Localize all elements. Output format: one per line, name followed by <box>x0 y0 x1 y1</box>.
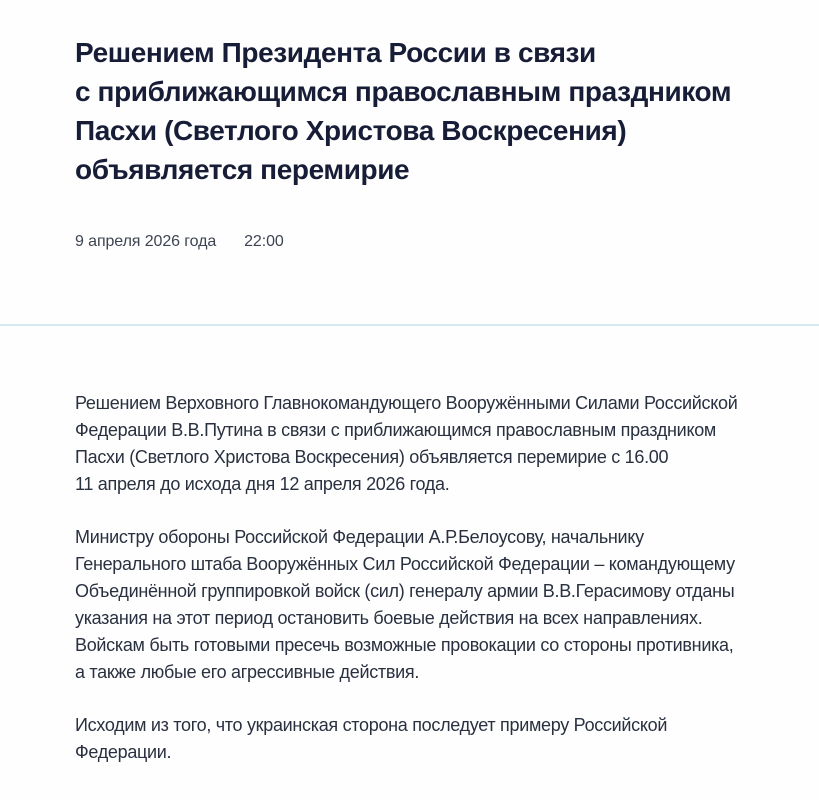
paragraph-3-line: Федерации. <box>75 742 172 762</box>
paragraph-2-line: Объединённой группировкой войск (сил) генералу армии В.В.Герасимову отданы <box>75 581 735 601</box>
page-title-line-3: Пасхи (Светлого Христова Воскресения) <box>75 115 627 146</box>
statement-content <box>0 33 819 254</box>
publish-meta <box>75 230 749 254</box>
paragraph-1-line: 11 апреля до исхода дня 12 апреля 2026 года. <box>75 474 450 494</box>
paragraph-2-line: Войскам быть готовыми пресечь возможные провокации со стороны противника, <box>75 635 734 655</box>
publish-date: 9 апреля 2026 года <box>75 233 217 250</box>
page-title-line-1: Решением Президента России в связи <box>75 37 596 68</box>
page-title-line-2: с приближающимся православным праздником <box>75 76 732 107</box>
paragraph-1-line: Пасхи (Светлого Христова Воскресения) объявляется перемирие с 16.00 <box>75 447 669 467</box>
section-divider <box>0 324 819 326</box>
paragraph-2-line: Министру обороны Российской Федерации А.Р.Белоусову, начальнику <box>75 527 644 547</box>
statement-body <box>75 390 749 766</box>
paragraph-3 <box>75 712 749 766</box>
statement-body-wrap <box>0 390 819 766</box>
paragraph-1-line: Федерации В.В.Путина в связи с приближающимся православным праздником <box>75 420 717 440</box>
paragraph-2-line: указания на этот период остановить боевые действия на всех направлениях. <box>75 608 703 628</box>
publish-time: 22:00 <box>244 233 284 250</box>
paragraph-2-line: а также любые его агрессивные действия. <box>75 662 420 682</box>
paragraph-1 <box>75 390 749 498</box>
paragraph-2-line: Генерального штаба Вооружённых Сил Российской Федерации – командующему <box>75 554 735 574</box>
paragraph-3-line: Исходим из того, что украинская сторона последует примеру Российской <box>75 715 668 735</box>
page-title <box>75 33 749 189</box>
paragraph-2 <box>75 524 749 686</box>
page-title-line-4: объявляется перемирие <box>75 154 410 185</box>
paragraph-1-line: Решением Верховного Главнокомандующего Вооружёнными Силами Российской <box>75 393 738 413</box>
